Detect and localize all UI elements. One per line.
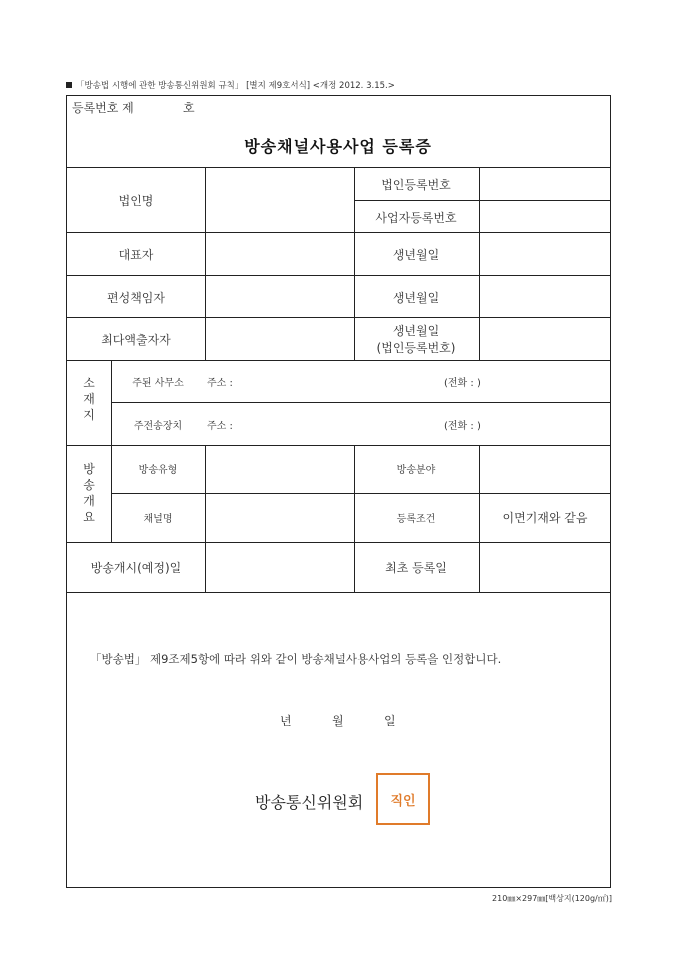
divider (66, 317, 611, 318)
conditions-value: 이면기재와 같음 (502, 511, 588, 525)
divider (66, 360, 611, 361)
main-office-address-label: 주소 : (207, 378, 233, 389)
start-date-label: 방송개시(예정)일 (90, 561, 182, 575)
document-title: 방송채널사용사업 등록증 (244, 137, 432, 156)
representative-label: 대표자 (118, 248, 154, 262)
seal-text: 직인 (390, 793, 416, 809)
form-reference-note (66, 79, 395, 91)
divider (66, 167, 611, 168)
transmitter-address-label: 주소 : (207, 421, 233, 432)
investor-birth-label: 생년월일 (392, 324, 440, 338)
registration-number-suffix: 호 (183, 101, 195, 115)
issuer-name: 방송통신위원회 (255, 793, 364, 812)
official-seal (376, 773, 430, 825)
divider (354, 200, 611, 201)
main-transmitter-label: 주전송장치 (133, 421, 183, 432)
chief-editor-birth-label: 생년월일 (392, 291, 440, 305)
divider (66, 232, 611, 233)
divider (205, 167, 206, 360)
date-year: 년 (280, 714, 292, 728)
divider (354, 445, 355, 592)
largest-investor-label: 최다액출자자 (101, 333, 171, 347)
representative-birth-label: 생년월일 (392, 248, 440, 262)
divider (111, 402, 611, 403)
divider (66, 445, 611, 446)
biz-reg-no-label: 사업자등록번호 (375, 211, 457, 225)
corp-reg-no-label: 법인등록번호 (381, 178, 451, 192)
transmitter-phone-label: (전화 : ) (444, 421, 481, 432)
main-office-phone-label: (전화 : ) (444, 378, 481, 389)
broadcast-type-label: 방송유형 (138, 465, 178, 476)
form-reference-text: 「방송법 시행에 관한 방송통신위원회 규칙」 [별지 제9호서식] <개정 2012. 3.15.> (76, 81, 395, 91)
chief-editor-label: 편성책임자 (107, 291, 165, 305)
location-section-label: 소 재 지 (83, 376, 95, 422)
investor-corp-no-label: (법인등록번호) (376, 341, 456, 355)
divider (479, 167, 480, 360)
divider (66, 592, 611, 593)
square-bullet-icon (66, 82, 72, 88)
divider (111, 493, 611, 494)
channel-name-label: 채널명 (143, 514, 173, 525)
date-day: 일 (384, 714, 396, 728)
first-reg-date-label: 최초 등록일 (385, 561, 447, 575)
certification-statement: 「방송법」 제9조제5항에 따라 위와 같이 방송채널사용사업의 등록을 인정합니다. (90, 652, 502, 666)
conditions-label: 등록조건 (396, 514, 436, 525)
divider (66, 275, 611, 276)
certificate-frame (66, 95, 611, 888)
divider (66, 542, 611, 543)
date-month: 월 (332, 714, 344, 728)
divider (479, 445, 480, 592)
main-office-label: 주된 사무소 (132, 378, 184, 389)
divider (354, 167, 355, 360)
divider (111, 360, 112, 542)
broadcast-field-label: 방송분야 (396, 465, 436, 476)
paper-spec-note: 210㎜×297㎜[백상지(120g/㎡)] (492, 894, 612, 903)
broadcast-section-label: 방 송 개 요 (83, 462, 95, 524)
registration-number-label: 등록번호 제 (72, 101, 134, 115)
divider (205, 445, 206, 592)
corp-name-label: 법인명 (118, 194, 154, 208)
